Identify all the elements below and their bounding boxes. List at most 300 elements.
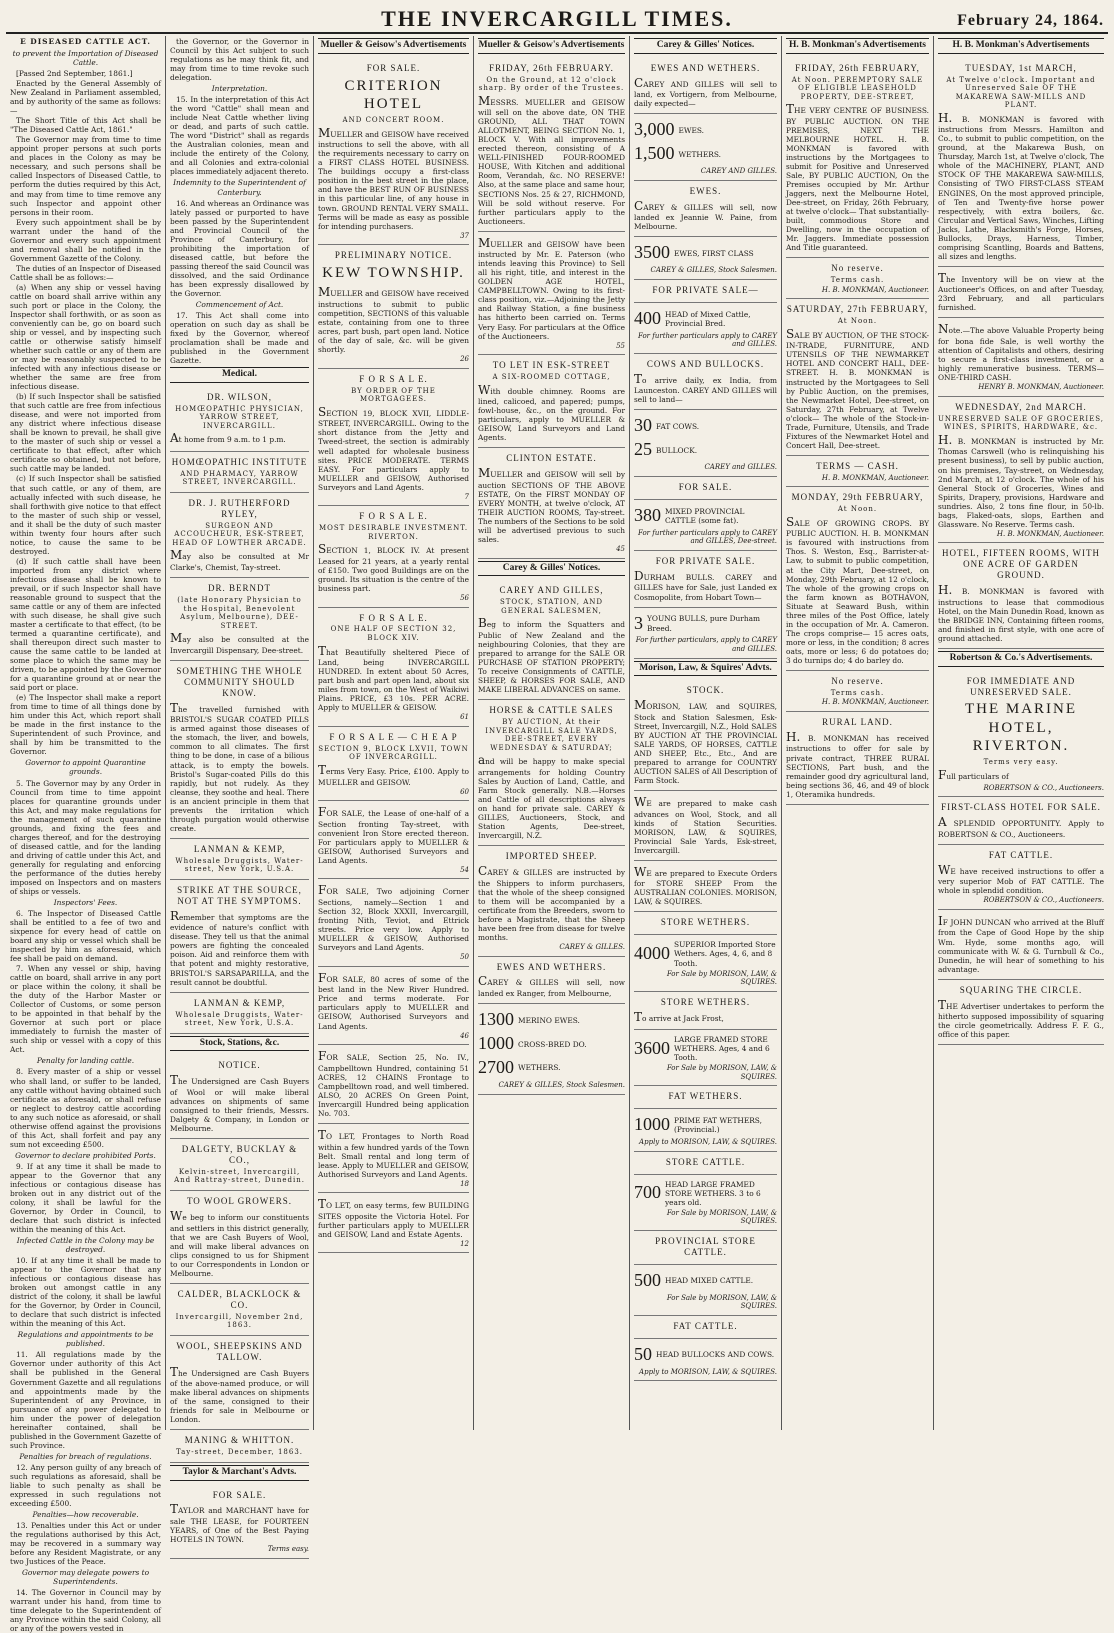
advertisement: [170, 1336, 309, 1431]
ad-heading: TERMS — CASH.: [816, 460, 899, 471]
ad-heading: FOR SALE.: [212, 1489, 267, 1500]
quantity-text: WETHERS.: [518, 1063, 561, 1073]
quantity-text: YOUNG BULLS, pure Durham Breed.: [647, 614, 760, 633]
advertisement: [170, 578, 309, 661]
act-paragraph: The Governor may from time to time appoint proper persons at such ports and places in the Colony as may be necessary, and such persons shall be called Inspectors of Diseased Cattle, to perform the duties required by this Act, and may from time to time remove any such Inspector and appoint other persons in their room.: [10, 135, 161, 217]
ad-subheading: SURGEON AND ACCOUCHEUR, ESK-STREET, HEAD OF LOWTHER ARCADE.: [172, 521, 307, 547]
ad-heading: DR. WILSON,: [206, 391, 273, 402]
section-heading: H. B. Monkman's Advertisements: [786, 38, 929, 54]
issue-date: February 24, 1864.: [957, 12, 1104, 29]
ad-body: DURHAM BULLS. CAREY and GILLES have for Sale, just Landed ex Cosmopolite, from Hobart Town—: [634, 568, 777, 602]
ad-subheading: Invercargill, November 2nd, 1863.: [175, 1312, 304, 1330]
advertisement: [786, 258, 929, 299]
ad-body: CAREY AND GILLES will sell to land, ex Vortigern, from Melbourne, daily expected—: [634, 75, 777, 109]
ad-body: MUELLER and GEISOW will sell by auction SECTIONS OF THE ABOVE ESTATE, On the FIRST MONDAY OF EVERY MONTH, at twelve o'clock, AT THEIR AUCTION ROOMS, Tay-street. The numbers of the Sections to be sold will be advertised previous to such sales.: [478, 466, 625, 545]
act-side-heading: Infected Cattle in the Colony may be destroyed.: [16, 1236, 155, 1255]
advertisement: [478, 700, 625, 846]
ad-signature: For further particulars apply to CAREY and GILLES.: [637, 331, 777, 349]
ad-body: H. B. MONKMAN is favored with instructions to lease that commodious Hotel, on the Main Dunedin Road, known as the BRIDGE INN, Containing fifteen rooms, and finished in first style, with one acre of ground attached.: [938, 583, 1104, 643]
ad-heading: FAT WETHERS.: [668, 1091, 743, 1102]
quantity-number: 400: [634, 307, 661, 328]
ad-signature: CAREY & GILLES, Stock Salesmen.: [650, 266, 777, 275]
act-paragraph: 10. If at any time it shall be made to appear to the Governor that any infectious or contagious disease has broken out amongst cattle in any district of the colony, it shall be lawful for the Governor, by Order in Council, to declare that such district is infected within the meaning of this Act.: [10, 1256, 161, 1329]
ad-heading: TO WOOL GROWERS.: [186, 1195, 293, 1206]
ad-signature: H. B. MONKMAN, Auctioneer.: [996, 529, 1104, 538]
ad-signature: CAREY & GILLES, Stock Salesmen.: [498, 1080, 625, 1089]
act-paragraph: (b) If such Inspector shall be satisfied that such cattle are free from infectious disease, and were not imported from any district where infectious disease shall be known to prevail, he shall give to the master of such ship or vessel a certificate to that effect, after which certificate so obtained, but not before, such cattle may be landed.: [10, 392, 161, 474]
ad-heading: SATURDAY, 27th FEBRUARY,: [786, 304, 929, 315]
ad-heading: STORE WETHERS.: [660, 917, 751, 928]
act-paragraph: 15. In the interpretation of this Act the word "Cattle" shall mean and include Neat Cattle whether living or dead, and parts of such cattle. The word "District" shall as regards the Australian colonies, mean and include the entirety of the Colony, and all Colonies and extra-colonial places immediately adjacent thereto.: [170, 95, 309, 177]
ad-signature: H. B. MONKMAN, Auctioneer.: [821, 473, 929, 482]
ad-heading: No reserve.: [831, 263, 884, 274]
section-heading: Morison, Law, & Squires' Advts.: [634, 661, 777, 677]
ad-subheading: Terms very easy.: [983, 758, 1059, 767]
act-side-heading: Commencement of Act.: [195, 299, 284, 309]
advertisement: [170, 993, 309, 1034]
ad-heading: HORSE & CATTLE SALES: [489, 705, 614, 716]
quantity-line: [634, 242, 777, 264]
section-heading: Carey & Gilles' Notices.: [478, 561, 625, 577]
quantity-text: EWES, FIRST CLASS: [674, 248, 754, 258]
advertisement: [170, 1284, 309, 1336]
ad-display-title: KEW TOWNSHIP.: [322, 265, 465, 282]
advertisement: [170, 1430, 309, 1463]
quantity-line: [634, 1270, 777, 1292]
ad-body: H. B. MONKMAN is favored with instructions from Messrs. Hamilton and Co., to submit to public competition, on the ground, at the Makarewa Bush, on Thursday, March 1st, at Twelve o'clock, The whole of the MACHINERY, PLANT, AND STOCK OF THE MAKAREWA SAW-MILLS, Consisting of TWO FIRST-CLASS STEAM ENGINES, On the most approved principle, of Ten and Twenty-five horse power respectively, with extra boilers, &c. Circular and Vertical Saws, Winches, Lifting Jacks, Lathe, Blacksmith's Forge, Horses, Bullocks, Drays, Harness, Timber, comprising Scantling, Boards and Battens, all sizes and lengths.: [938, 110, 1104, 261]
ad-heading: FOR PRIVATE SALE—: [652, 284, 759, 295]
advertisement: [170, 1485, 309, 1559]
ad-heading: MANING & WHITTON.: [184, 1435, 295, 1446]
advertisement: [938, 318, 1104, 396]
advertisement: [938, 671, 1104, 798]
ad-signature: For further particulars apply to CAREY and GILLES, Dee-street.: [637, 528, 777, 546]
ad-heading: EWES.: [689, 185, 722, 196]
advertisement: [634, 1152, 777, 1175]
quantity-line: [634, 143, 777, 165]
ad-subheading: STOCK, STATION, AND GENERAL SALESMEN,: [499, 598, 604, 615]
ad-signature: 45: [616, 545, 625, 554]
ad-heading: STOCK.: [686, 685, 725, 696]
advertisement: [634, 500, 777, 551]
ad-body: WE are prepared to make cash advances on Wool, Stock, and all kinds of Station Securities. MORISON, LAW, & SQUIRES, Provincial Sale Yards, Esk-street, Invercargill.: [634, 794, 777, 855]
advertisement: [170, 1055, 309, 1139]
ad-subheading: HOMŒOPATHIC PHYSICIAN, YARROW STREET, INVERCARGILL.: [175, 404, 304, 430]
ad-heading: IMPORTED SHEEP.: [505, 851, 598, 862]
quantity-text: HEAD BULLOCKS AND COWS.: [656, 1350, 775, 1360]
column-1: [6, 36, 166, 1633]
ad-heading: SQUARING THE CIRCLE.: [959, 984, 1083, 995]
ad-body: SALE BY AUCTION, OF THE STOCK-IN-TRADE, FURNITURE, AND UTENSILS OF THE NEWMARKET HOTEL AND CONCERT HALL, DEE-STREET. H. B. MONKMAN is instructed by the Mortgagees to Sell by Public Auction, on the premises, the Newmarket Hotel, Dee-street, on Saturday, 27th February, at Twelve o'clock— The whole of the Stock-in-Trade, Furniture, Utensils, and Trade Fixtures of the Newmarket Hotel and Concert Hall, Dee-street.: [786, 326, 929, 450]
ad-body: With double chimney. Rooms are lined, calicoed, and papered; pumps, fowl-house, &c., on the ground. For particulars, apply to MUELLER & GEISOW, Land Surveyors and Land Agents.: [478, 382, 625, 443]
act-paragraph: (c) If such Inspector shall be satisfied that such cattle, or any of them, are actually infected with such disease, he shall forthwith give notice to that effect to the master of such ship or vessel, and it shall be the duty of such master within twenty four hours after such notice, to cause the same to be destroyed.: [10, 474, 161, 556]
quantity-number: 3,000: [634, 119, 675, 140]
quantity-text: EWES.: [678, 125, 705, 135]
quantity-line: [634, 613, 777, 635]
ad-heading: MONDAY, 29th FEBRUARY,: [791, 492, 924, 503]
column-5: [630, 36, 782, 1430]
ad-signature: H. B. MONKMAN, Auctioneer.: [821, 285, 929, 294]
ad-heading: CAREY AND GILLES,: [499, 585, 604, 596]
ad-body: THE Advertiser undertakes to perform the hitherto supposed impossibility of squaring the circle geometrically. Address F. F. G., office of this paper.: [938, 997, 1104, 1040]
advertisement: [634, 992, 777, 1031]
act-paragraph: 11. All regulations made by the Governor under authority of this Act shall be published in the General Government Gazette and all regulations and appointments made by the Superintendent of any Province, in pursuance of any power delegated to him under the power of delegation hereinafter contained, shall be published in the Government Gazette of such Province.: [10, 1350, 161, 1450]
act-paragraph: 5. The Governor may by any Order in Council from time to time appoint places for quarantine grounds under this Act, and may make regulations for the management of such quarantine grounds, and fixing the fees and charges thereof, and for the destroying of diseased cattle, and for the landing and driving of cattle under this Act, and generally for regulating and enforcing the performance of the duties hereby imposed on Inspectors and on masters of ships or vessels.: [10, 778, 161, 896]
advertisement: [634, 181, 777, 238]
ad-heading: STRIKE AT THE SOURCE, NOT AT THE SYMPTOMS.: [177, 884, 302, 906]
ad-heading: STORE WETHERS.: [660, 996, 751, 1007]
ad-signature: 18: [460, 1179, 469, 1188]
act-paragraph: 8. Every master of a ship or vessel who shall land, or suffer to be landed, any cattle without having obtained such certificate as aforesaid, or shall refuse or neglect to destroy cattle according to any such notice as aforesaid, or shall otherwise offend against the provisions of this Act, shall forfeit and pay any sum not exceeding £500.: [10, 1067, 161, 1149]
act-paragraph: (e) The Inspector shall make a report from time to time of all things done by him under this Act, which report shall be made in the first instance to the Superintendent of such Province, and shall by him be transmitted to the Governor.: [10, 693, 161, 757]
advertisement: [634, 1231, 777, 1265]
advertisement: [634, 608, 777, 659]
ad-subheading: MOST DESIRABLE INVESTMENT. RIVERTON.: [318, 524, 469, 541]
quantity-line: [478, 1009, 625, 1031]
ad-heading: FRIDAY, 26th FEBRUARY.: [489, 62, 614, 73]
ad-signature: H. B. MONKMAN, Auctioneer.: [821, 698, 929, 707]
ad-display-title: CRITERION HOTEL: [344, 77, 443, 112]
ad-body: H. B. MONKMAN is instructed by Mr. Thomas Carswell (who is relinquishing his present business), to sell by public auction, on his premises, Tay-street, on Wednesday, 2nd March, at 12 o'clock. The whole of his General Stock of Groceries, Wines and Spirits, Drapery, provisions, Hardware and sundries. Also, 2 tons fine flour, in 50-lb. bags, Flaked-oats, slops, Earthen and Glassware. No Reserve. Terms cash.: [938, 432, 1104, 529]
quantity-line: [478, 1057, 625, 1079]
ad-body: May also be consulted at the Invercargill Dispensary, Dee-street.: [170, 631, 309, 655]
advertisement: [938, 980, 1104, 1046]
ad-body: IF JOHN DUNCAN who arrived at the Bluff from the Cape of Good Hope by the ship Wm. Hyde, some months ago, will communicate with W. & G. Turnbull & Co., Dunedin, he will hear of something to his advantage.: [938, 913, 1104, 974]
ad-signature: 37: [460, 231, 469, 240]
ad-subheading: At Twelve o'clock. Important and Unreserved Sale OF THE MAKAREWA SAW-MILLS AND PLANT.: [946, 75, 1096, 110]
quantity-line: [634, 415, 777, 437]
act-paragraph: [Passed 2nd September, 1861.]: [16, 69, 133, 79]
ad-heading: FAT CATTLE.: [988, 849, 1054, 860]
ad-heading: F O R S A L E.: [359, 373, 428, 384]
ad-subheading: BY AUCTION, At their INVERCARGILL SALE YARDS, DEE-STREET, EVERY WEDNESDAY & SATURDAY;: [485, 718, 618, 752]
newspaper-title: THE INVERCARGILL TIMES.: [381, 6, 733, 31]
ad-body: and will be happy to make special arrangements for holding Country Sales by Auction of Land, Cattle, and Farm Stock generally. N.B.—Horses and Cattle of all descriptions always on hand for private sale. CAREY & GILLES, Auctioneers, Stock, and Station Agents, Dee-street, Invercargill, N.Z.: [478, 753, 625, 841]
ad-signature: 7: [464, 492, 469, 501]
ad-body: TO LET, Frontages to North Road within a few hundred yards of the Town Belt. Small rental and long term of lease. Apply to MUELLER and GEISOW, Authorised Surveyors and Land Agents.: [318, 1127, 469, 1179]
advertisement: [318, 1193, 469, 1253]
advertisement: [634, 1265, 777, 1316]
ad-signature: 26: [460, 355, 469, 364]
advertisement: [478, 846, 625, 956]
ad-heading: DALGETY, BUCKLAY & CO.,: [181, 1143, 298, 1165]
advertisement: [478, 448, 625, 558]
advertisement: [938, 267, 1104, 319]
ad-body: May also be consulted at Mr Clarke's, Chemist, Tay-street.: [170, 548, 309, 573]
act-side-heading: Penalties—how recoverable.: [32, 1509, 139, 1519]
ad-body: The Undersigned are Cash Buyers of Wool or will make liberal advances on shipments of same consigned to their friends, Messrs. Dalgety & Company, in London or Melbourne.: [170, 1073, 309, 1133]
act-paragraph: The Short Title of this Act shall be "The Diseased Cattle Act, 1861.": [10, 116, 161, 135]
ad-body: That Beautifully sheltered Piece of Land, being INVERCARGILL HUNDRED. In extent about 50 Acres, part bush and part open land, about six miles from town, on the West of Waikiwi Plains. PRICE, £3 10s. PER ACRE. Apply to MUELLER & GEISOW.: [318, 643, 469, 713]
section-heading: Medical.: [170, 367, 309, 383]
ad-body: FOR SALE, the Lease of one-half of a Section fronting Tay-street, with convenient Iron Store erected thereon. For particulars apply to MUELLER & GEISOW, Authorised Surveyors and Land Agents.: [318, 805, 469, 865]
ad-heading: DR. J. RUTHERFORD RYLEY,: [188, 497, 291, 519]
advertisement: [938, 58, 1104, 267]
act-paragraph: 16. And whereas an Ordinance was lately passed or purported to have been passed by the Superintendent and Provincial Council of the Province of Canterbury, for prohibiting the importation of diseased cattle, but before the passing thereof the said Council was dissolved, and the said Ordinance has been expressly disallowed by the Governor.: [170, 198, 309, 298]
ad-body: CAREY & GILLES will sell, now landed ex Jeannie W. Paine, from Melbourne.: [634, 198, 777, 232]
ad-signature: For Sale by MORISON, LAW, & SQUIRES.: [666, 1064, 777, 1081]
ad-heading: FOR SALE.: [678, 481, 733, 492]
quantity-number: 1300: [478, 1009, 514, 1030]
quantity-number: 3500: [634, 242, 670, 263]
ad-signature: CAREY & GILLES.: [559, 942, 625, 951]
act-paragraph: 9. If at any time it shall be made to appear to the Governor that any infectious or contagious disease has broken out in any district out of the colony, it shall be lawful for the Governor, by Order in Council, to declare that such district is infected within the meaning of this Act.: [10, 1161, 161, 1234]
ad-signature: HENRY B. MONKMAN, Auctioneer.: [978, 383, 1104, 392]
advertisement: [170, 387, 309, 452]
quantity-text: HEAD MIXED CATTLE.: [665, 1276, 754, 1286]
ad-body: SECTION 1, BLOCK IV. At present Leased for 21 years, at a yearly rental of £150. Two good Buildings are on the ground. Its situation is the centre of the business part.: [318, 542, 469, 593]
advertisement: [634, 303, 777, 354]
advertisement: [634, 114, 777, 180]
ad-signature: Apply to MORISON, LAW, & SQUIRES.: [639, 1367, 777, 1376]
act-paragraph: 12. Any person guilty of any breach of such regulations as aforesaid, shall be liable to such penalty as shall be expressed in such regulations not exceeding £500.: [10, 1462, 161, 1508]
ad-heading: WEDNESDAY, 2nd MARCH.: [955, 401, 1087, 412]
ad-heading: FRIDAY, 26th FEBRUARY,: [795, 62, 920, 73]
ad-signature: 46: [460, 1031, 469, 1040]
ad-signature: Apply to MORISON, LAW, & SQUIRES.: [639, 1138, 777, 1147]
advertisement: [318, 58, 469, 246]
advertisement: [786, 487, 929, 671]
ad-heading: HOTEL, FIFTEEN ROOMS, WITH ONE ACRE OF GARDEN GROUND.: [941, 548, 1101, 581]
advertisement: [634, 354, 777, 411]
advertisement: [938, 397, 1104, 543]
advertisement: [634, 912, 777, 935]
advertisement: [938, 543, 1104, 649]
advertisement: [318, 727, 469, 801]
ad-subheading: Tay-street, December, 1863.: [175, 1448, 304, 1457]
ad-signature: 50: [460, 953, 469, 962]
advertisement: [170, 1191, 309, 1284]
quantity-line: [634, 119, 777, 141]
quantity-number: 1,500: [634, 143, 675, 164]
quantity-text: MERINO EWES.: [518, 1015, 580, 1025]
advertisement: [634, 280, 777, 303]
advertisement: [634, 935, 777, 991]
act-paragraph: 7. When any vessel or ship, having cattle on board, shall arrive in any port or place within the colony, it shall be the duty of the Harbor Master or Collector of Customs, or some person to be appointed in that behalf by the Governor at such port or place immediately to furnish the master of such ship or vessel with a copy of this Act.: [10, 964, 161, 1055]
ad-subheading: (late Honorary Physician to the Hospital, Benevolent Asylum, Melbourne), DEE-STREET.: [177, 596, 302, 630]
quantity-number: 2700: [478, 1057, 514, 1078]
act-side-heading: to prevent the Importation of Diseased Cattle.: [12, 49, 159, 68]
ad-heading: TO LET IN ESK-STREET: [492, 360, 611, 371]
advertisement: [170, 452, 309, 493]
act-paragraph: Enacted by the General Assembly of New Zealand in Parliament assembled, and by authority of the same as follows:—: [10, 79, 161, 116]
ad-subheading: AND CONCERT ROOM.: [342, 116, 445, 125]
advertisement: [318, 967, 469, 1045]
ad-body: The travelled furnished with BRISTOL'S SUGAR COATED PILLS is armed against those diseases of the stomach, the liver, and bowels, common to all climates. The first thing to be done, in case of a bilious attack, is to empty the bowels. Bristol's Sugar-coated Pills do this rapidly, but not rudely. As they cleanse, they soothe and heal. There is an ancient principle in them that prevents the irritation which through purgation would otherwise create.: [170, 700, 309, 833]
advertisement: [634, 1030, 777, 1086]
act-side-heading: Governor may delegate powers to Superintendents.: [21, 1568, 150, 1587]
ad-heading: DR. BERNDT: [207, 583, 271, 594]
ad-display-title: THE MARINE HOTEL, RIVERTON.: [964, 701, 1078, 755]
advertisement: [170, 1139, 309, 1191]
ad-heading: NOTICE.: [218, 1060, 261, 1071]
ad-heading: F O R S A L E.: [359, 612, 428, 623]
advertisement: [938, 797, 1104, 845]
ad-heading: STORE CATTLE.: [665, 1156, 746, 1167]
advertisement: [786, 58, 929, 259]
quantity-text: SUPERIOR Imported Store Wethers. Ages, 4, 6, and 8 Tooth.: [674, 940, 776, 968]
quantity-text: WETHERS.: [678, 149, 721, 159]
ad-body: TAYLOR and MARCHANT have for sale THE LEASE, for FOURTEEN YEARS, of One of the Best Paying HOTELS IN TOWN.: [170, 1502, 309, 1545]
advertisement: [318, 506, 469, 607]
section-heading: Carey & Gilles' Notices.: [634, 38, 777, 54]
ad-body: Terms Very Easy. Price, £100. Apply to MUELLER and GEISOW.: [318, 762, 469, 787]
ad-body: MESSRS. MUELLER and GEISOW will sell on the above date, ON THE GROUND, ALL THAT TOWN ALLOTMENT, BEING SECTION No. 1, BLOCK V. With all improvements erected thereon, consisting of A WELL-FINISHED FOUR-ROOMED HOUSE, With Kitchen and additional Room, Verandah, &c. NO RESERVE! Also, at the same place and same hour, SECTIONS Nos. 25 & 27, RICHMOND, Will be sold without reserve. For further particulars apply to the Auctioneers.: [478, 93, 625, 226]
act-paragraph: 6. The Inspector of Diseased Cattle shall be entitled to a fee of two and sixpence for every head of cattle on board any ship or vessel which shall be inspected by him as aforesaid, which fee shall be paid on demand.: [10, 908, 161, 964]
ad-subheading: BY ORDER OF THE MORTGAGEES.: [351, 386, 436, 404]
ad-body: Beg to inform the Squatters and Public of New Zealand and the neighbouring Colonies, that they are prepared to arrange for the SALE OR PURCHASE OF STATION PROPERTY; To receive Consignments of CATTLE, SHEEP, & HORSES FOR SALE, AND MAKE LIBERAL ADVANCES on same.: [478, 616, 625, 695]
advertisement: [170, 493, 309, 578]
ad-subheading: UNRESERVED SALE OF GROCERIES, WINES, SPIRITS, HARDWARE, &c.: [938, 414, 1104, 432]
act-text-continued: [170, 37, 309, 365]
ad-body: Remember that symptoms are the evidence of nature's conflict with disease. They tell us that the animal powers are fighting the concealed poison. Aid and reinforce them with that potent and mighty restorative, BRISTOL'S SARSAPARILLA, and the result cannot be doubtful.: [170, 908, 309, 987]
ad-signature: For Sale by MORISON, LAW, & SQUIRES.: [666, 969, 777, 987]
advertisement: [318, 1045, 469, 1124]
ad-body: SECTION 19, BLOCK XVII, LIDDLE-STREET, INVERCARGILL. Owing to the short distance from the Jetty and Tweed-street, the section is admirably well adapted for wholesale business sites. PRICE MODERATE. TERMS EASY. For particulars apply to MUELLER and GEISOW, Authorised Surveyors and Land Agents.: [318, 404, 469, 492]
advertisement: [478, 58, 625, 232]
ad-heading: PROVINCIAL STORE CATTLE.: [655, 1235, 756, 1257]
masthead: [6, 4, 1108, 34]
advertisement: [318, 245, 469, 369]
ad-heading: FOR IMMEDIATE AND UNRESERVED SALE.: [966, 675, 1076, 697]
ad-heading: COWS AND BULLOCKS.: [646, 358, 765, 369]
act-text: [10, 37, 161, 1633]
ad-body: Full particulars of: [938, 767, 1009, 782]
ad-body: TO LET, on easy terms, few BUILDING SITES opposite the Victoria Hotel. For further particulars apply to MUELLER and GEISOW, Land and Estate Agents.: [318, 1197, 469, 1239]
ad-subheading: A SIX-ROOMED COTTAGE,: [492, 373, 611, 382]
ad-signature: For Sale by MORISON, LAW, & SQUIRES.: [666, 1208, 777, 1226]
advertisement: [478, 355, 625, 448]
quantity-number: 3: [634, 612, 643, 633]
ad-body: H. B. MONKMAN has received instructions to offer for sale by private contract, THREE RURAL SECTIONS, Part bush, and the remainder good dry agricultural land, being sections 36, 46, and 49 of block 1, Oteramika hundreds.: [786, 729, 929, 799]
quantity-line: [634, 1344, 777, 1366]
quantity-number: 1000: [634, 1114, 670, 1135]
advertisement: [318, 1124, 469, 1193]
advertisement: [634, 551, 777, 608]
column-7: [934, 36, 1108, 1430]
act-side-heading: Penalty for landing cattle.: [36, 1056, 135, 1066]
ad-body: FOR SALE, Section 25, No. IV., Campbelltown Hundred, containing 51 ACRES, 12 CHAINS Frontage to Campbelltown road, and well timbered. ALSO, 20 ACRES On Green Point, Invercargill Hundred being application No. 703.: [318, 1049, 469, 1118]
quantity-text: HEAD LARGE FRAMED STORE WETHERS. 3 to 6 years old.: [665, 1179, 761, 1207]
ad-body: To arrive daily, ex India, from Launceston. CAREY AND GILLES will sell to land—: [634, 371, 777, 405]
advertisement: [938, 910, 1104, 980]
ad-signature: 55: [616, 341, 625, 350]
quantity-line: [634, 308, 777, 330]
advertisement: [634, 1175, 777, 1231]
act-side-heading: Governor to declare prohibited Ports.: [15, 1150, 156, 1160]
quantity-text: HEAD of Mixed Cattle, Provincial Bred.: [665, 309, 751, 328]
ad-subheading: At Noon.: [837, 505, 878, 514]
section-heading: H. B. Monkman's Advertisements: [938, 38, 1104, 54]
ad-signature: 61: [460, 713, 469, 722]
act-paragraph: Every such appointment shall be by warrant under the hand of the Governor and every such appointment and removal shall be notified in the Government Gazette of the Colony.: [10, 217, 161, 263]
quantity-text: FAT COWS.: [656, 421, 700, 431]
ad-heading: PRELIMINARY NOTICE.: [334, 250, 453, 261]
ad-heading: CLINTON ESTATE.: [506, 453, 597, 464]
act-paragraph: (d) If such cattle shall have been imported from any district where infectious disease shall be known to prevail, or if such Inspector shall have reasonable ground to suspect that the same cattle or any of them are infected with such disease, he shall give such master a certificate to that effect, (to be termed a quarantine certificate), and shall thereupon direct such master to cause the same cattle to be landed at some place to which the same may be driven, to be appointed by the Governor for a quarantine ground at or near the said port or place.: [10, 556, 161, 693]
act-paragraph: the Governor, or the Governor in Council by this Act subject to such regulations as he may think fit, and may from time to time revoke such delegation.: [170, 37, 309, 83]
advertisement: [478, 957, 625, 1005]
advertisement: [170, 880, 309, 993]
act-side-heading: Indemnity to the Superintendent of Canterbury.: [173, 178, 306, 197]
advertisement: [634, 791, 777, 861]
ad-body: The Undersigned are Cash Buyers of the above-named produce, or will make liberal advances on shipments of the same, consigned to their friends for sale in Melbourne or London.: [170, 1364, 309, 1425]
ad-heading: FAT CATTLE.: [673, 1320, 738, 1331]
ad-signature: ROBERTSON & CO., Auctioneers.: [983, 783, 1104, 792]
ad-body: MUELLER and GEISOW have been instructed by Mr. E. Paterson (who intends leaving this Province) to Sell all his right, title, and interest in the GOLDEN AGE HOTEL, CAMPBELLTOWN. Owing to its first-class position, viz.—Adjoining the Jetty and Railway Station, a fine business has hitherto been carried on. Terms Very Easy. For particulars at the Office of the Auctioneers.: [478, 235, 625, 341]
ad-heading: WOOL, SHEEPSKINS AND TALLOW.: [176, 1340, 303, 1362]
ad-body: We beg to inform our constituents and settlers in this district generally, that we are Cash Buyers of Wool, and will make liberal advances on clips consigned to us for Shipment to our Correspondents in London or Melbourne.: [170, 1208, 309, 1278]
ad-heading: HOMŒOPATHIC INSTITUTE: [171, 456, 308, 467]
act-side-heading: Interpretation.: [211, 84, 268, 94]
ad-heading: EWES AND WETHERS.: [650, 62, 761, 73]
ad-subheading: Wholesale Druggists, Water-street, New York, U.S.A.: [175, 1010, 304, 1028]
ad-body: THE VERY CENTRE OF BUSINESS. BY PUBLIC AUCTION. ON THE PREMISES, NEXT THE MELBOURNE HOTEL. H. B. MONKMAN is favored with instructions by the Mortgagees to submit for Positive and Unreserved Sale, BY PUBLIC AUCTION, On the Premises occupied by Mr. Arthur Jaggers, next the Melbourne Hotel, Dee-street, on Friday, 26th February, at twelve o'clock— That substantially-built, commodious Store and Dwelling, now in the occupation of Mr. Jaggers. Immediate possession And Title guaranteed.: [786, 102, 929, 253]
advertisement: [478, 580, 625, 700]
ad-body: MORISON, LAW, and SQUIRES, Stock and Station Salesmen, Esk-Street, Invercargill, N.Z., Hold SALES BY AUCTION AT THE PROVINCIAL SALE YARDS, OF HORSES, CATTLE AND SHEEP, Etc., Etc., And are prepared to arrange for COUNTRY AUCTION SALES of All Description of Farm Stock.: [634, 698, 777, 785]
ad-signature: For further particulars, apply to CAREY and GILLES.: [635, 636, 777, 654]
columns: [6, 36, 1108, 1633]
ad-body: CAREY & GILLES will sell, now landed ex Ranger, from Melbourne,: [478, 974, 625, 999]
advertisement: [318, 801, 469, 879]
act-side-heading: Penalties for breach of regulations.: [19, 1451, 152, 1461]
quantity-number: 380: [634, 504, 661, 525]
ad-heading: TUESDAY, 1st MARCH,: [965, 62, 1077, 73]
column-4: [474, 36, 630, 1430]
quantity-text: BULLOCK.: [656, 445, 698, 455]
ad-body: A SPLENDID OPPORTUNITY. Apply to ROBERTSON & CO., Auctioneers.: [938, 815, 1104, 839]
ad-heading: FOR SALE.: [366, 62, 421, 73]
ad-body: WE are prepared to Execute Orders for STORE SHEEP From the AUSTRALIAN COLONIES. MORISON, LAW, & SQUIRES.: [634, 864, 777, 907]
ad-heading: No reserve.: [831, 675, 884, 686]
quantity-number: 3600: [634, 1037, 670, 1058]
ad-subheading: SECTION 9, BLOCK LXVII, TOWN OF INVERCARGILL.: [318, 744, 469, 762]
advertisement: [318, 369, 469, 506]
ad-heading: RURAL LAND.: [822, 716, 893, 727]
ad-body: FOR SALE, 80 acres of some of the best land in the New River Hundred. Price and terms moderate. For particulars apply to MUELLER and GEISOW, Authorised Surveyors and Land Agents.: [318, 970, 469, 1031]
act-paragraph: The duties of an Inspector of Diseased Cattle shall be as follows:—: [10, 263, 161, 282]
quantity-line: [634, 505, 777, 527]
advertisement: [634, 680, 777, 791]
ad-signature: For Sale by MORISON, LAW, & SQUIRES.: [666, 1293, 777, 1311]
act-side-heading: Regulations and appointments to be published.: [17, 1330, 154, 1349]
ad-subheading: ONE HALF OF SECTION 32, BLOCK XIV.: [330, 625, 457, 642]
ad-subheading: Terms cash.: [830, 276, 885, 285]
quantity-number: 500: [634, 1269, 661, 1290]
ad-body: MUELLER and GEISOW have received instructions to sell the above, with all the requirements necessary to carry on a FIRST CLASS HOTEL BUSINESS. The buildings occupy a first-class position in the best street in the place, and have the BEST RUN OF BUSINESS in this particular line, of any house in town. GROUND RENTAL VERY SMALL. Terms will be made as easy as possible for intending purchasers.: [318, 125, 469, 231]
quantity-line: [634, 439, 777, 461]
ad-subheading: Terms cash.: [830, 688, 885, 697]
section-heading: Stock, Stations, &c.: [170, 1036, 309, 1052]
advertisement: [634, 410, 777, 476]
column-6: [782, 36, 934, 1430]
act-paragraph: 14. The Governor in Council may by warrant under his hand, from time to time delegate to the Superintendent of any Province within the said Colony, all or any of the powers vested in: [10, 1588, 161, 1633]
ad-heading: FOR PRIVATE SALE.: [655, 555, 756, 566]
advertisement: [634, 1086, 777, 1109]
quantity-text: PRIME FAT WETHERS, (Provincial.): [674, 1116, 762, 1135]
ad-heading: LANMAN & KEMP,: [193, 997, 286, 1008]
ad-body: MUELLER and GEISOW have received instructions to submit to public competition, SECTIONS of this valuable estate, containing from one to three acres, part bush, part open land. Notice of the day of sale, &c. will be given shortly.: [318, 285, 469, 355]
ad-signature: 12: [460, 1239, 469, 1248]
ad-body: At home from 9 a.m. to 1 p.m.: [170, 431, 286, 446]
quantity-line: [634, 1035, 777, 1062]
ad-body: CAREY & GILLES are instructed by the Shippers to inform purchasers, that the whole of the sheep consigned to them will be accompanied by a certificate from the Breeders, sworn to before a Magistrate, that the Sheep have been free from disease for twelve months.: [478, 864, 625, 942]
ad-body: The Inventory will be on view at the Auctioneer's Offices, on and after Tuesday, 23rd February, and all particulars furnished.: [938, 270, 1104, 313]
section-heading: Mueller & Geisow's Advertisements: [318, 38, 469, 54]
advertisement: [318, 608, 469, 727]
act-side-heading: Inspectors' Fees.: [53, 897, 118, 907]
section-heading: Taylor & Marchant's Advts.: [170, 1465, 309, 1481]
